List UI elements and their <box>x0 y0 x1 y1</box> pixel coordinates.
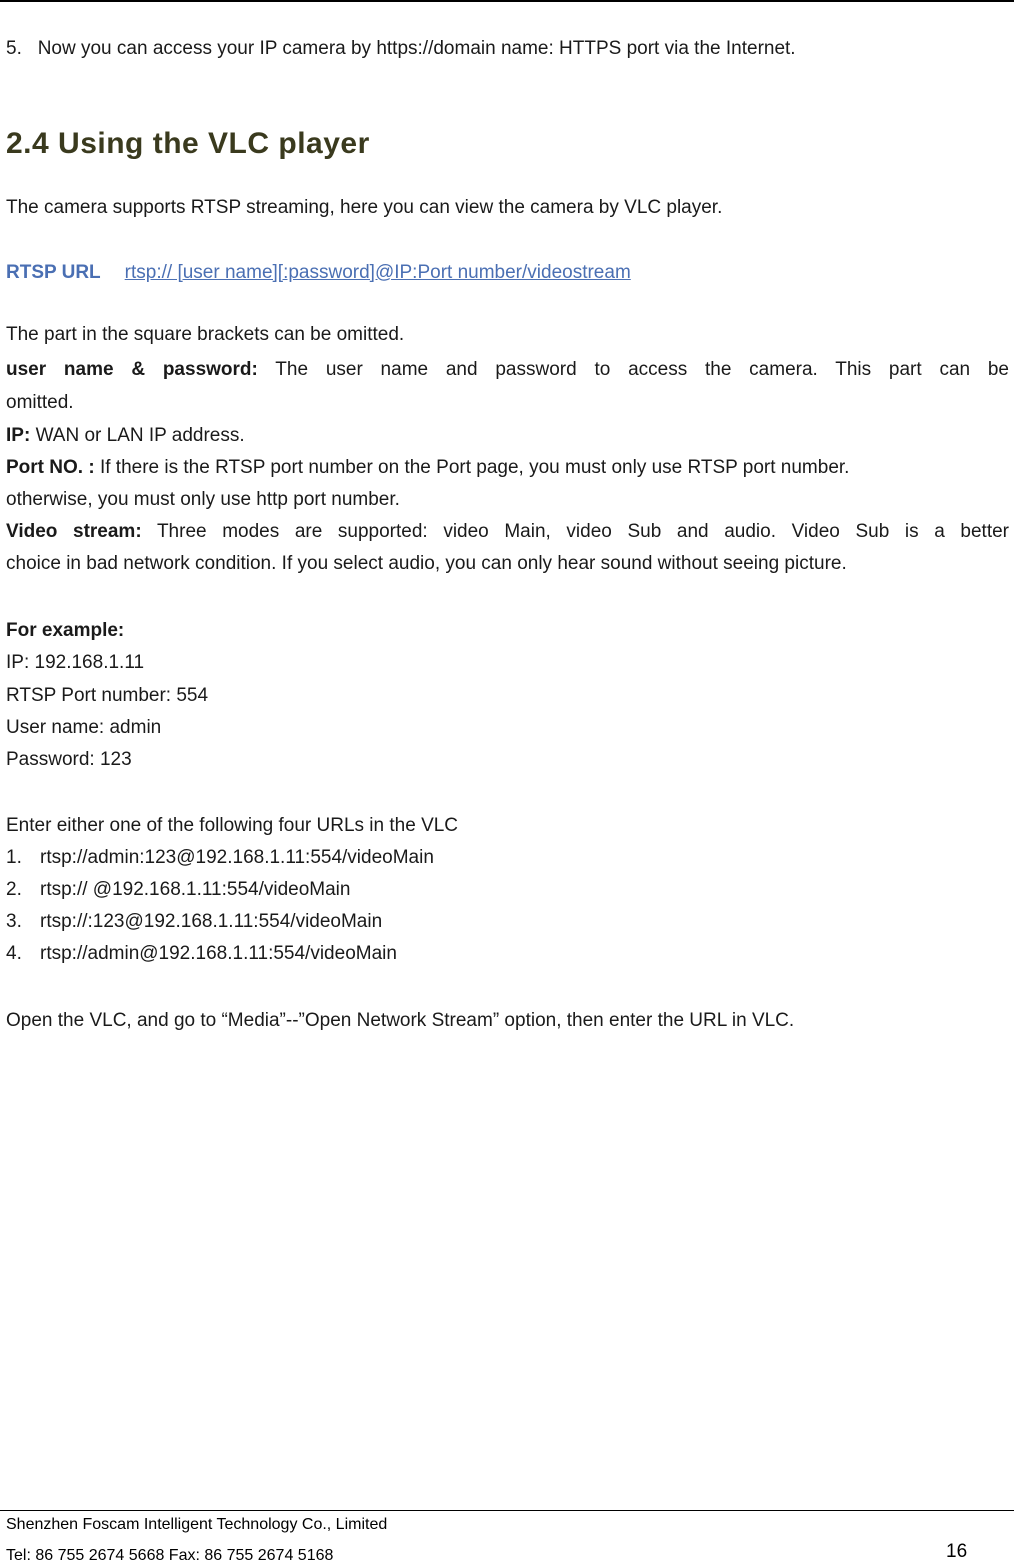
url-item-number: 4. <box>6 943 22 964</box>
url-item-text: rtsp://admin:123@192.168.1.11:554/videoMain <box>40 847 434 868</box>
user-definition-line1 <box>6 359 1009 381</box>
url-item-number: 3. <box>6 911 22 932</box>
example-heading: For example: <box>6 620 125 641</box>
rtsp-url-link[interactable]: rtsp:// [user name][:password]@IP:Port number/videostream <box>124 262 631 283</box>
brackets-note: The part in the square brackets can be omitted. <box>6 324 405 345</box>
url-item-text: rtsp://admin@192.168.1.11:554/videoMain <box>40 943 397 964</box>
port-text: If there is the RTSP port number on the Port page, you must only use RTSP port number. <box>99 457 850 478</box>
footer-company: Shenzhen Foscam Intelligent Technology Co., Limited <box>6 1516 388 1533</box>
url-item <box>6 911 382 933</box>
step-5-text: Now you can access your IP camera by https://domain name: HTTPS port via the Internet. <box>37 38 796 59</box>
url-item <box>6 847 434 869</box>
ip-term: IP: <box>6 425 31 446</box>
example-ip: IP: 192.168.1.11 <box>6 652 145 673</box>
port-term: Port NO. : <box>6 457 95 478</box>
port-definition <box>6 457 849 479</box>
url-item-number: 2. <box>6 879 22 900</box>
url-item-number: 1. <box>6 847 22 868</box>
example-port: RTSP Port number: 554 <box>6 685 209 706</box>
section-title: 2.4 Using the VLC player <box>6 127 370 160</box>
user-definition-line2: omitted. <box>6 392 74 413</box>
ip-text: WAN or LAN IP address. <box>35 425 245 446</box>
urls-intro: Enter either one of the following four URLs in the VLC <box>6 815 459 836</box>
url-item-text: rtsp:// @192.168.1.11:554/videoMain <box>40 879 351 900</box>
top-rule <box>0 0 1014 2</box>
url-item <box>6 943 397 965</box>
url-item <box>6 879 350 901</box>
video-definition-line1 <box>6 521 1009 543</box>
step-5-number: 5. <box>6 38 22 59</box>
user-term: user name & password: <box>6 359 258 380</box>
bottom-rule <box>0 1510 1014 1511</box>
rtsp-url-label: RTSP URL <box>6 262 101 283</box>
example-user: User name: admin <box>6 717 162 738</box>
footer-contact: Tel: 86 755 2674 5668 Fax: 86 755 2674 5168 <box>6 1547 334 1564</box>
intro-text: The camera supports RTSP streaming, here you can view the camera by VLC player. <box>6 197 723 218</box>
step-5 <box>6 38 796 60</box>
example-password: Password: 123 <box>6 749 132 770</box>
url-item-text: rtsp://:123@192.168.1.11:554/videoMain <box>40 911 383 932</box>
video-term: Video stream: <box>6 521 142 542</box>
page-number: 16 <box>946 1541 968 1562</box>
video-text: Three modes are supported: video Main, video Sub and audio. Video Sub is a better <box>156 521 1010 542</box>
closing-text: Open the VLC, and go to “Media”--”Open Network Stream” option, then enter the URL in VLC. <box>6 1010 795 1031</box>
rtsp-url-row <box>6 262 631 284</box>
user-text: The user name and password to access the camera. This part can be <box>275 359 1009 380</box>
ip-definition <box>6 425 245 447</box>
port-definition-line2: otherwise, you must only use http port number. <box>6 489 400 510</box>
video-definition-line2: choice in bad network condition. If you select audio, you can only hear sound without seeing picture. <box>6 553 847 574</box>
